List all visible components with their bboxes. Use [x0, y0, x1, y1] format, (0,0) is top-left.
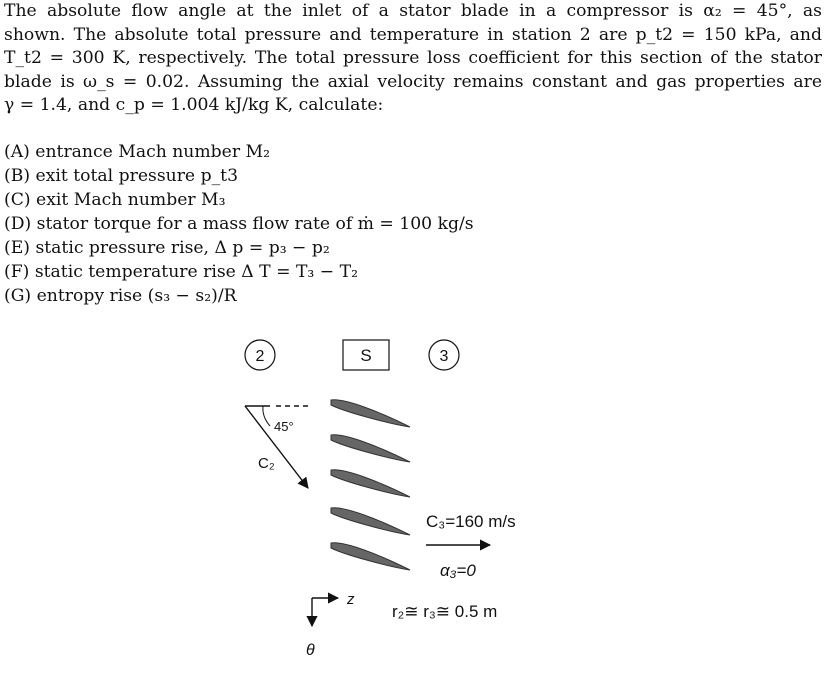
- stator-label: S: [360, 346, 372, 365]
- question-item-a: (A) entrance Mach number M₂: [4, 142, 271, 162]
- problem-line-3: T_t2 = 300 K, respectively. The total pressure loss coefficient for this section of the stator: [4, 48, 822, 69]
- station-2-label: 2: [255, 348, 265, 365]
- exit-velocity-label: C₃=160 m/s: [426, 512, 516, 531]
- question-item-f: (F) static temperature rise Δ T = T₃ − T₂: [4, 262, 358, 282]
- blade-cascade: [331, 400, 410, 570]
- question-item-d: (D) stator torque for a mass flow rate of ṁ = 100 kg/s: [4, 214, 474, 234]
- exit-angle-label: α₃=0: [440, 561, 476, 580]
- question-item-e: (E) static pressure rise, Δ p = p₃ − p₂: [4, 238, 330, 258]
- problem-line-1: The absolute flow angle at the inlet of a stator blade in a compressor is α₂ = 45°, as: [4, 1, 822, 21]
- inlet-velocity-label: C₂: [258, 455, 275, 472]
- problem-line-2: shown. The absolute total pressure and temperature in station 2 are p_t2 = 150 kPa, and: [4, 24, 822, 45]
- angle-arc: [263, 406, 270, 426]
- stator-blade: [331, 400, 410, 427]
- stator-blade: [331, 543, 410, 570]
- inlet-angle-label: 45°: [274, 419, 294, 434]
- radius-label: r₂≅ r₃≅ 0.5 m: [392, 602, 498, 621]
- question-item-g: (G) entropy rise (s₃ − s₂)/R: [4, 286, 237, 306]
- stator-blade: [331, 470, 410, 497]
- stator-blade: [331, 508, 410, 535]
- stator-blade: [331, 435, 410, 462]
- theta-axis-label: θ: [306, 642, 315, 659]
- station-3-label: 3: [439, 348, 449, 365]
- z-axis-label: z: [347, 591, 355, 608]
- problem-line-5: γ = 1.4, and c_p = 1.004 kJ/kg K, calculate:: [4, 95, 384, 116]
- problem-line-4: blade is ω_s = 0.02. Assuming the axial velocity remains constant and gas properties are: [4, 71, 822, 92]
- question-item-b: (B) exit total pressure p_t3: [4, 166, 239, 186]
- question-item-c: (C) exit Mach number M₃: [4, 190, 226, 210]
